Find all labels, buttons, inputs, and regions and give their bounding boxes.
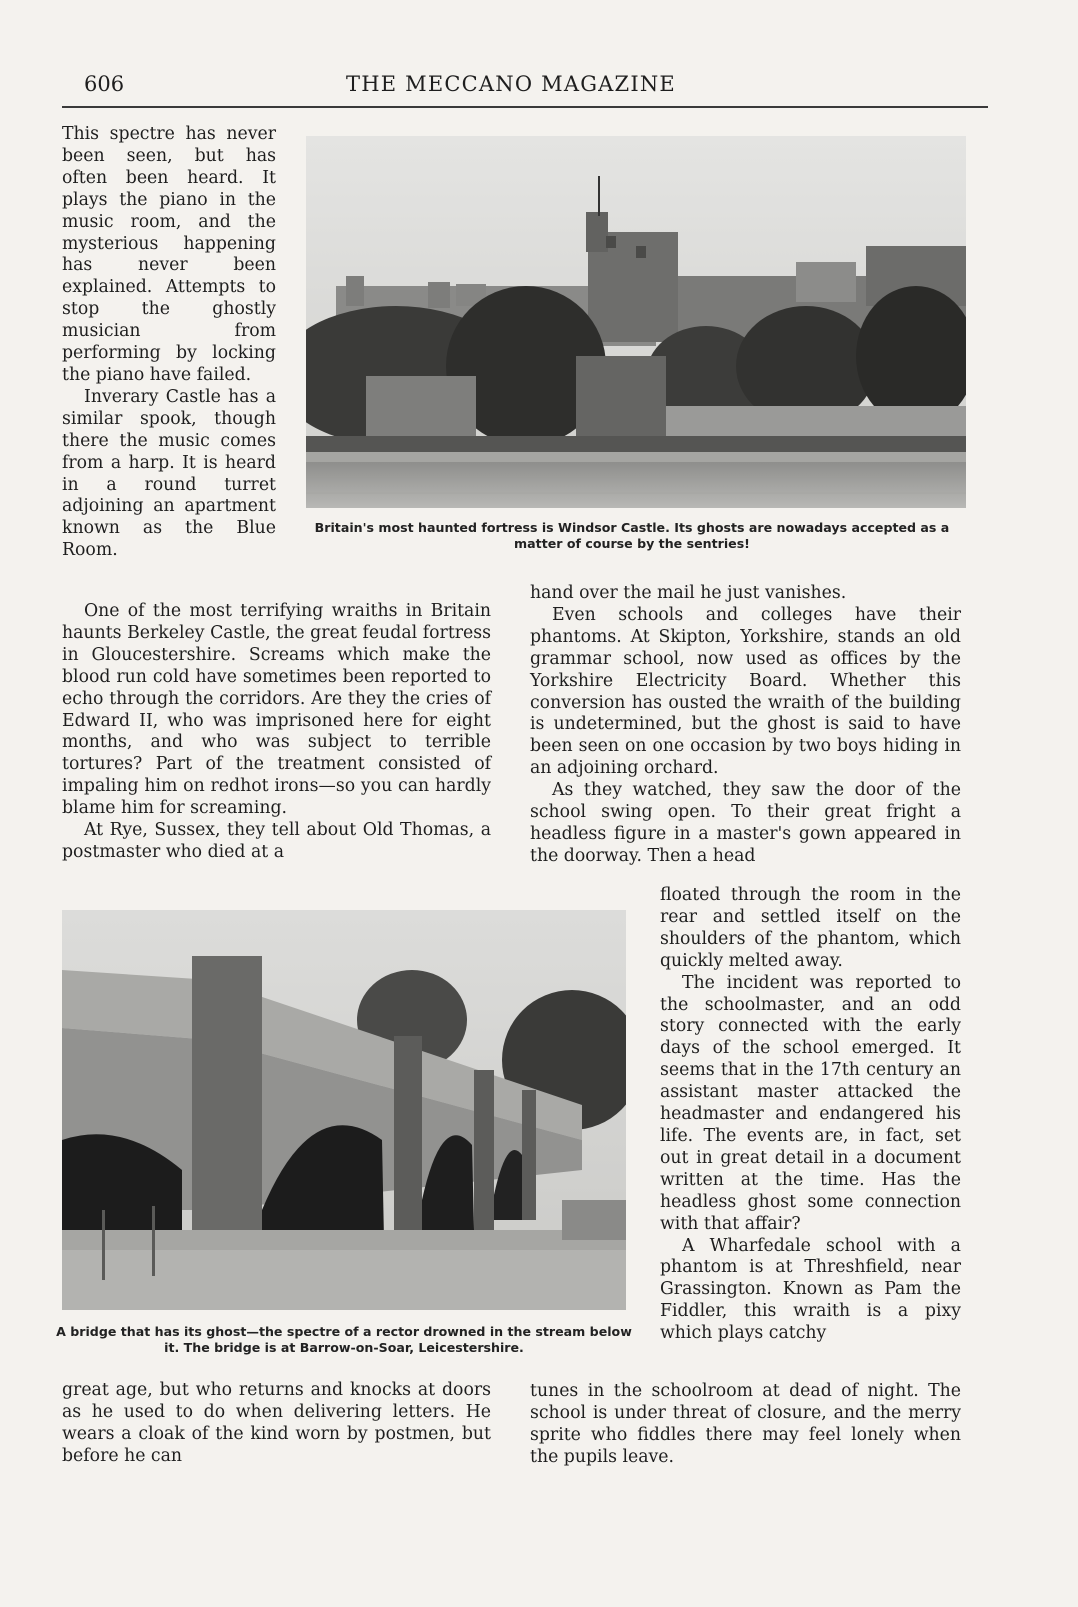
paragraph: A Wharfedale school with a phantom is at Threshfield, near Grassington. Known as Pam the Fiddler, this wraith is a pixy which plays catchy	[660, 1235, 961, 1344]
paragraph: At Rye, Sussex, they tell about Old Thomas, a postmaster who died at a	[62, 820, 491, 862]
column1-top-text	[62, 124, 276, 562]
paragraph: hand over the mail he just vanishes.	[530, 583, 847, 603]
bridge-photo	[62, 910, 626, 1310]
column2-top-text	[530, 583, 961, 868]
column2-narrow-text	[660, 885, 961, 1345]
paragraph: The incident was reported to the schoolmaster, and an odd story connected with the early days of the school emerged. It seems that in the 17th century an assistant master attacked the headmaster and endangered his life. The events are, in fact, set out in great detail in a document written at the time. Has the headless ghost some connection with that affair?	[660, 972, 961, 1234]
castle-caption: Britain's most haunted fortress is Windsor Castle. Its ghosts are nowadays accepted as a matter of course by the sentries!	[314, 520, 950, 551]
paragraph: floated through the room in the rear and settled itself on the shoulders of the phantom, which quickly melted away.	[660, 885, 961, 971]
paragraph: great age, but who returns and knocks at doors as he used to do when delivering letters. He wears a cloak of the kind worn by postmen, but before he can	[62, 1380, 491, 1466]
magazine-title: THE MECCANO MAGAZINE	[346, 72, 676, 96]
paragraph: Even schools and colleges have their phantoms. At Skipton, Yorkshire, stands an old grammar school, now used as offices by the Yorkshire Electricity Board. Whether this conversion has ousted the wraith of the building is undetermined, but the ghost is said to have been seen on one occasion by two boys hiding in an adjoining orchard.	[530, 604, 961, 779]
column1-mid-text	[62, 601, 491, 864]
paragraph: As they watched, they saw the door of the school swing open. To their great fright a headless figure in a master's gown appeared in the doorway. Then a head	[530, 780, 961, 866]
paragraph: This spectre has never been seen, but has often been heard. It plays the piano in the music room, and the mysterious happening has never been explained. Attempts to stop the ghostly musician from performing by locking the piano have failed.	[62, 124, 276, 385]
column1-bottom-text	[62, 1380, 491, 1468]
windsor-castle-photo	[306, 136, 966, 508]
column2-bottom-text	[530, 1381, 961, 1469]
page-number: 606	[84, 72, 125, 96]
paragraph: Inverary Castle has a similar spook, though there the music comes from a harp. It is heard in a round turret adjoining an apartment known as the Blue Room.	[62, 386, 276, 561]
header-rule	[62, 106, 988, 108]
paragraph: One of the most terrifying wraiths in Britain haunts Berkeley Castle, the great feudal fortress in Gloucestershire. Screams which make the blood run cold have sometimes been reported to echo through the corridors. Are they the cries of Edward II, who was imprisoned here for eight months, and who was subject to terrible tortures? Part of the treatment consisted of impaling him on redhot irons—so you can hardly blame him for screaming.	[62, 601, 491, 819]
paragraph: tunes in the schoolroom at dead of night. The school is under threat of closure, and the merry sprite who fiddles there may feel lonely when the pupils leave.	[530, 1381, 961, 1467]
bridge-caption: A bridge that has its ghost—the spectre of a rector drowned in the stream below it. The bridge is at Barrow-on-Soar, Leicestershire.	[56, 1324, 632, 1355]
